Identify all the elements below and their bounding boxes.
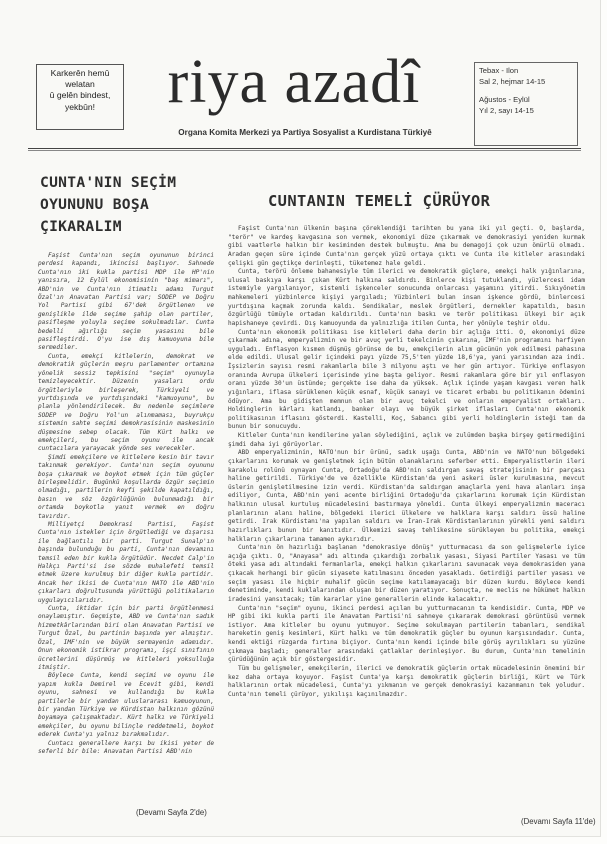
paragraph: Cuntacı generallere karşı bu ikisi yeter de seferli bir bile: Anavatan Partisi ABD'nin [38,739,214,755]
right-article-body [228,225,585,785]
right-headline: CUNTANIN TEMELİ ÇÜRÜYOR [268,192,491,210]
paragraph: Böylece Cunta, kendi seçimi ve oyunu ile yapım kukla Demirel ve Ecevit gibi, kendi oyunu, sahnesi ve kullandığı bu kukla partilerle bir yandan uluslararası kamuoyunun, bir yandan Türkiye ve Kürdistan halkının gözünü boyamaya çalışmaktadır. Kürt halkı ve Türkiyeli emekçiler, bu oyunu bilinçle reddetmeli, boykot ederek Cunta'yı yalnız bırakmalıdır. [38,672,214,739]
paragraph: Faşist Cunta'nın ülkenin başına çöreklendiği tarihten bu yana iki yıl geçti. O, başlarda, "terör" ve kardeş kavgasına son vermek, ekonomiyi düze çıkarmak ve demokrasiyi yeniden kurmak gibi vaatlerle halkın bir kesiminden destek bulmuştu. Ama bu demagoji çok uzun ömürlü olmadı. Aradan geçen süre içinde Cunta'nın gerçek yüzü ortaya çıktı ve Cunta ile kitleler arasındaki çelişki gün geçtikçe derinleşti, tüketemez hale geldi. [228,225,585,267]
masthead-title: riya azadî [167,48,421,116]
issue-block-turkish [479,95,573,116]
issue-number: Sal 2, hejmar 14-15 [479,76,546,86]
paragraph: Kitleler Cunta'nın kendilerine yalan söylediğini, açlık ve zulümden başka birşey getirmediğini şimdi daha iyi görüyorlar. [228,432,585,448]
paragraph: Cunta'nın "seçim" oyunu, ikinci perdesi açılan bu yutturmacanın ta kendisidir. Cunta, MDP ve HP gibi iki kukla parti ile Anavatan Partisi'ni sahneye çıkararak demokrasi görüntüsü vermek istiyor. Ama kitleler bu oyunu yutmuyor. Seçime sokulmayan partilerin tabanları, sendikal hareketin geniş kesimleri, Kürt halkı ve tüm demokratik güçler bu oyunun karşısındadır. Cunta, kendi ektiği rüzgarda fırtına biçiyor. Cunta'nın kendi içinde bile görüş ayrılıkları su yüzüne çıkmaya başladı; generaller arasındaki çatlaklar derinleşiyor. Bu durum, Cunta'nın temelinin çürüdüğünün açık bir göstergesidir. [228,604,585,664]
paragraph: Cunta'nın ön hazırlığı başlanan "demokrasiye dönüş" yutturmacası da son gelişmelerle iyice açığa çıktı. O, "Anayasa" adı altında çıkardığı zorbalık yasası, Siyasi Partiler Yasası ve tüm öteki yasa adı altındaki fermanlarla, emekçi halkın çıkarlarını savunacak veya demokrasiden yana çıkacak herhangi bir gücün siyasete katılmasını önceden yasakladı. Getirdiği partiler yasası ve seçim yasası ile hiçbir muhalif gücün seçime katılamayacağı bir düzen kurdu. Böylece kendi denetiminde, kendi kuklalarından oluşan bir düzen yaratıyor. Sonuçta, ne meclis ne hükümet halkın iradesini yansıtacak; tüm kararlar yine generallerin elinde kalacaktır. [228,544,585,603]
paragraph: Cunta'nın ekonomik politikası ise kitleleri daha derin bir açlığa itti. O, ekonomiyi düze çıkarmak adına, emperyalizmin ve bir avuç yerli tekelcinin çıkarına, IMF'nin programını harfiyen uyguladı. Enflasyon kısmen düşmüş görünse de bu, emekçilerin alım gücünün yok edilmesi pahasına elde edildi. Ulusal gelir içindeki payı yüzde 75,5'ten yüzde 18,6'ya, yani yarısından aza indi. İşsizlerin sayısı resmi rakamlarla bile 3 milyonu aştı ve her gün artıyor. Türkiye enflasyon oranında Avrupa ülkeleri içerisinde yine başta geliyor. Resmi rakamlara göre bir yıl enflasyon oranı yüzde 30'un üstünde; gerçekte ise daha da yüksek. Açlık içinde yaşam kavgası veren halk yığınları, iflasa sürüklenen küçük esnaf, küçük sanayi ve ticaret erbabı bu politikanın ödemini ödüyor. Ama bu gidişten memnun olan bir avuç tekelci ve onların emperyalist ortakları. Holdinglerin kârları katlandı, banker olayı ve büyük şirket iflasları Cunta'nın ekonomik politikasının iflasını gösterdi. Kastelli, Koç, Sabancı gibi yerli holdinglerin isteği tam da bunun bir sonucuydu. [228,328,585,431]
masthead-rule [28,148,581,149]
paragraph: Cunta, terörü önleme bahanesiyle tüm ilerici ve demokratik güçlere, emekçi halk yığınlarına, ulusal baskıya karşı çıkan Kürt halkına saldırdı. Binlerce kişi tutuklandı, yüzlercesi idam istemiyle yargılanıyor, sistemli işkenceler sonucunda onlarcası yaşamını yitirdi. Sıkıyönetim mahkemeleri yüzbinlerce kişiyi yargıladı; Yüzbinleri bulan insan işkence gördü, binlercesi yurtdışına kaçmak zorunda kaldı. Sendikalar, meslek örgütleri, dernekler kapatıldı, basın özgürlüğü tümüyle ortadan kaldırıldı. Cunta'nın baskı ve terör politikası ülkeyi bir açık hapishaneye çevirdi. Dış kamuoyunda da yalnızlığa itilen Cunta, her yönüyle teşhir oldu. [228,268,585,327]
masthead-subtitle: Organa Komita Merkezi ya Partiya Sosyalist a Kurdistana Türkiyê [178,128,432,137]
paragraph: Şimdi emekçilere ve kitlelere kesin bir tavır takınmak gerekiyor. Cunta'nın seçim oyununu boşa çıkarmak ve boykot etmek için tüm güçler birleşmelidir. Bugünkü koşullarda özgür seçimin olmadığı, partilerin keyfi şekilde kapatıldığı, basın ve söz özgürlüğünün bulunmadığı bir ortamda boykotla yanıt vermek en doğru tavırdır. [38,453,214,520]
continued-note: (Devamı Sayfa 11'de) [521,817,596,826]
slogan-line: yekbûn! [64,101,96,112]
slogan-box [36,64,124,130]
paragraph: Cunta, emekçi kitlelerin, demokrat ve demokratik güçlerin meşru parlamenter ortamına yönelik sessiz tepkisini "seçim" oyunuyla temizleyecektir. Düzenin yasaları ordu örgütleriyle birleşerek, Türkiyeli ve yurtdışında ve yurtdışındaki "kamuoyunu", bu planla yönlendirilecek. Bu nedenle seçimlere SODEP ve Doğru Yol'un alınmaması, buyrukçu sistemin sahte seçimi demokrasisinin maskesinin düşmesine sebep olacak. Tüm Kürt halkı ve emekçileri, bu seçim oyunu ile ancak cuntacılara yarayacak yönde ses verecekler. [38,352,214,453]
issue-info-box [474,62,578,146]
left-headline [40,172,210,238]
headline-line: CUNTA'NIN SEÇİM [40,174,177,191]
continued-note: (Devamı Sayfa 2'de) [136,808,207,817]
headline-line: OYUNUNU BOŞA [40,196,150,213]
left-article-body [38,252,214,802]
issue-number: Yıl 2, sayı 14-15 [479,105,534,115]
slogan-line: welatan [65,79,95,90]
issue-block-kurdish [479,66,573,87]
paragraph: Cunta, iktidar için bir parti örgütlenmesi onaylamıştır. Geçmişte, ABD ve Cunta'nın sadık hizmetkârlarından biri olan Anavatan Partisi ve Turgut Özal, bu partinin başında yer almıştır. Özal, IMF'nin ve büyük sermayenin adamıdır. Onun ekonomik istikrar programı, işçi sınıfının ücretlerini düşürmüş ve kitleleri yoksulluğa itmiştir. [38,605,214,671]
paragraph: Tüm bu gelişmeler, emekçilerin, ilerici ve demokratik güçlerin ortak mücadelesinin önemini bir kez daha ortaya koyuyor. Faşist Cunta'ya karşı demokratik güçlerin birliği, Kürt ve Türk halklarının ortak mücadelesi, Cunta'yı yıkmanın ve gerçek demokrasiyi kazanmanın tek yoludur. Cunta'nın temeli çürüyor, yıkılışı kaçınılmazdır. [228,664,585,698]
paragraph: ABD emperyalizminin, NATO'nun bir ürünü, sadık uşağı Cunta, ABD'nin ve NATO'nun bölgedeki çıkarlarını korumak ve genişletmek için bütün olanaklarını seferber etti. Emperyalistlerin ileri karakolu rolünü oynayan Cunta, Ortadoğu'da ABD'nin saldırgan savaş stratejisinin bir parçası haline getirildi. Türkiye'de ve özellikle Kürdistan'da yeni askeri üsler kurulmasına, mevcut üslerin genişletilmesine izin verdi. Kürdistan'da saldırgan amaçlarla yeni hava alanları inşa ediliyor, Cunta, ABD'nin yeni acente birliğini Ortadoğu'da çıkarlarını korumak için Kürdistan halkının ulusal kurtuluş mücadelesini bastırmaya yöneldi. Cunta ülkeyi emperyalizmin maceracı planlarının alanı haline, bölgedeki ilerici ülkelere ve halklara karşı saldırı üssü haline getirdi. Irak Kürdistanı'na yapılan saldırı ve İran-Irak Kürdistanlarının yürekli yeni saldırı hazırlıkları bunun bir kanıtıdır. Ülkemizi savaş tehlikesine sürükleyen bu politika, emekçi halkların çıkarlarına tamamen aykırıdır. [228,449,585,543]
issue-date: Ağustos - Eylül [479,95,530,105]
paragraph: Milliyetçi Demokrasi Partisi, Faşist Cunta'nın istekler için örgütlediği ve dışarısı ile bağlantılı bir parti. Turgut Sunalp'ın başında bulunduğu bu parti, Cunta'nın devamını temsil eden bir kukla örgütüdür. Necdet Calp'in Halkçı Parti'si ise sözde muhalefeti temsil etmek üzere kurulmuş bir diğer kukla partidir. Ancak her ikisi de Cunta'nın NATO ile ABD'nin çıkarları doğrultusunda yürüttüğü politikaların uygulayıcılarıdır. [38,521,214,604]
masthead-rule [28,150,581,151]
slogan-line: û gelên bindest, [49,90,111,101]
slogan-line: Karkerên hemû [50,68,110,78]
paragraph: Faşist Cunta'nın seçim oyununun birinci perdesi kapandı, ikincisi başlıyor. Sahnede Cunta'nın iki kukla partisi MDP ile HP'nin yanısıra, 12 Eylül ekonomisinin "baş mimarı", ABD'nin ve Cunta'nın itimatlı adamı Turgut Özal'ın Anavatan Partisi var; SODEP ve Doğru Yol Partisi gibi 67'dek örgütlenen ve genişlikle ilde seçime şahip olan partiler, pasifleşme yoluyla seçime sokulmadılar. Cunta bedelli ağırlığı seçim yasasını bile pasifleştirdi. O'yu ise dış kamuoyuna bile sermediler. [38,252,214,352]
headline-line: ÇIKARALIM [40,218,122,235]
issue-date: Tebax - Ilon [479,66,519,75]
